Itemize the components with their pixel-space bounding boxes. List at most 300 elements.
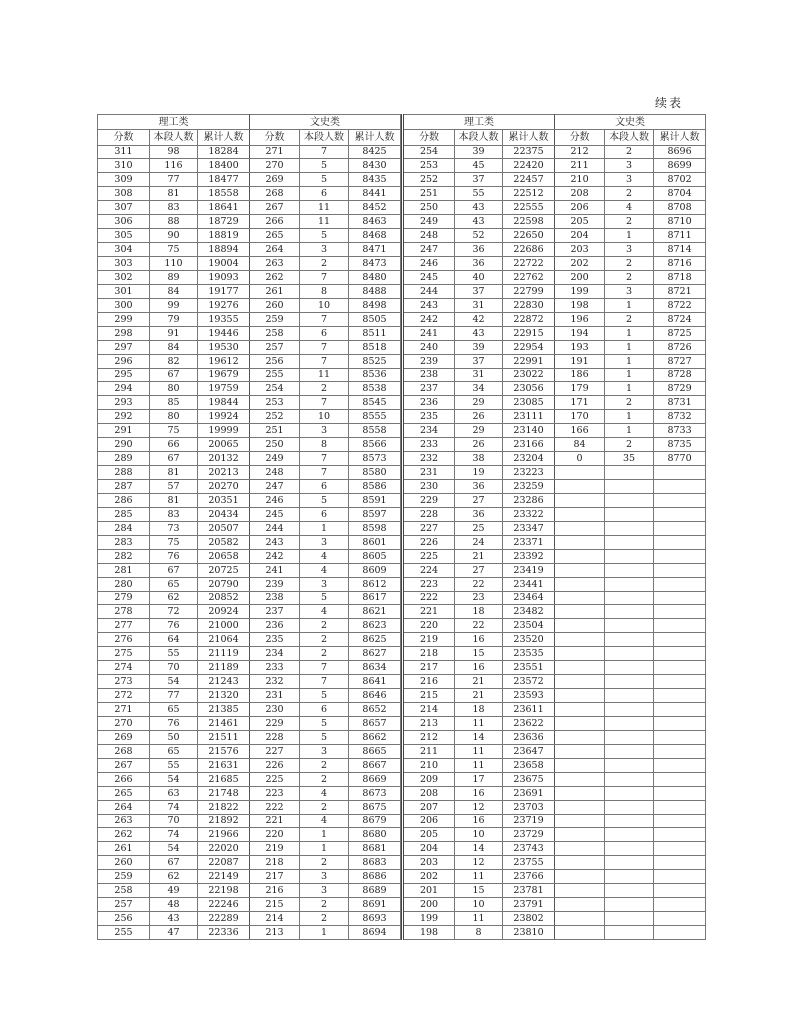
table-row	[403, 229, 706, 243]
table-cell: 65	[150, 703, 198, 717]
table-cell: 8430	[349, 159, 401, 173]
table-cell	[555, 856, 605, 870]
table-cell: 8699	[654, 159, 706, 173]
table-cell: 166	[555, 424, 605, 438]
table-cell	[605, 605, 654, 619]
table-cell: 232	[403, 452, 455, 466]
table-cell: 266	[250, 215, 300, 229]
column-header: 累计人数	[198, 130, 250, 146]
table-cell: 73	[150, 521, 198, 535]
table-cell: 82	[150, 354, 198, 368]
table-cell: 11	[455, 744, 503, 758]
table-cell: 55	[150, 758, 198, 772]
table-cell: 40	[455, 270, 503, 284]
table-cell	[605, 647, 654, 661]
table-cell: 8704	[654, 187, 706, 201]
right-table-body	[403, 145, 706, 940]
table-cell: 2	[605, 438, 654, 452]
table-cell: 23658	[503, 758, 555, 772]
table-cell: 34	[455, 382, 503, 396]
table-cell: 8725	[654, 326, 706, 340]
table-cell: 271	[250, 145, 300, 159]
table-row	[98, 535, 401, 549]
table-cell: 8	[455, 926, 503, 940]
table-cell: 42	[455, 312, 503, 326]
table-cell: 2	[605, 187, 654, 201]
table-row	[98, 730, 401, 744]
table-cell: 261	[98, 842, 150, 856]
table-cell: 5	[300, 591, 349, 605]
table-row	[403, 284, 706, 298]
table-cell	[605, 633, 654, 647]
table-row	[98, 870, 401, 884]
table-row	[98, 159, 401, 173]
table-row	[403, 758, 706, 772]
table-cell: 43	[150, 912, 198, 926]
table-row	[403, 340, 706, 354]
table-cell: 208	[555, 187, 605, 201]
table-cell: 296	[98, 354, 150, 368]
table-row	[403, 633, 706, 647]
table-cell	[555, 772, 605, 786]
table-cell: 8598	[349, 521, 401, 535]
table-row	[98, 675, 401, 689]
table-cell	[555, 619, 605, 633]
table-cell: 8735	[654, 438, 706, 452]
table-cell: 19999	[198, 424, 250, 438]
table-cell: 89	[150, 270, 198, 284]
table-cell: 19177	[198, 284, 250, 298]
table-cell: 7	[300, 466, 349, 480]
table-cell: 18284	[198, 145, 250, 159]
table-cell: 8710	[654, 215, 706, 229]
table-cell: 15	[455, 884, 503, 898]
table-cell: 1	[605, 229, 654, 243]
table-cell: 254	[250, 382, 300, 396]
table-cell: 2	[605, 312, 654, 326]
table-cell: 287	[98, 480, 150, 494]
table-cell: 8597	[349, 507, 401, 521]
table-cell: 74	[150, 828, 198, 842]
table-row	[98, 326, 401, 340]
table-cell: 242	[403, 312, 455, 326]
table-cell: 22915	[503, 326, 555, 340]
right-score-table	[401, 114, 706, 940]
table-cell: 17	[455, 772, 503, 786]
table-cell: 23691	[503, 786, 555, 800]
table-cell	[555, 744, 605, 758]
table-cell: 43	[455, 201, 503, 215]
table-cell: 259	[250, 312, 300, 326]
table-cell: 214	[403, 703, 455, 717]
table-cell: 66	[150, 438, 198, 452]
table-row	[403, 828, 706, 842]
table-cell: 37	[455, 354, 503, 368]
table-cell: 18477	[198, 173, 250, 187]
table-cell: 7	[300, 452, 349, 466]
table-cell: 8693	[349, 912, 401, 926]
table-cell: 77	[150, 173, 198, 187]
column-header: 分数	[403, 130, 455, 146]
table-cell: 19276	[198, 298, 250, 312]
table-cell: 8727	[654, 354, 706, 368]
table-cell	[555, 703, 605, 717]
table-cell: 2	[605, 270, 654, 284]
table-cell: 8621	[349, 605, 401, 619]
table-cell: 75	[150, 243, 198, 257]
table-cell: 20725	[198, 563, 250, 577]
table-cell: 202	[403, 870, 455, 884]
table-cell	[654, 856, 706, 870]
table-row	[98, 828, 401, 842]
table-cell: 293	[98, 396, 150, 410]
table-cell: 8538	[349, 382, 401, 396]
table-cell: 228	[403, 507, 455, 521]
table-cell: 19355	[198, 312, 250, 326]
table-cell: 266	[98, 772, 150, 786]
table-cell: 309	[98, 173, 150, 187]
table-cell	[555, 633, 605, 647]
table-cell	[654, 814, 706, 828]
table-row	[98, 270, 401, 284]
table-cell: 10	[455, 828, 503, 842]
table-cell: 11	[300, 201, 349, 215]
table-cell: 288	[98, 466, 150, 480]
table-cell: 3	[605, 173, 654, 187]
table-cell: 23703	[503, 800, 555, 814]
table-cell: 21385	[198, 703, 250, 717]
table-cell: 8679	[349, 814, 401, 828]
table-cell: 216	[403, 675, 455, 689]
table-cell: 38	[455, 452, 503, 466]
table-cell: 8714	[654, 243, 706, 257]
table-row	[403, 577, 706, 591]
table-cell: 253	[403, 159, 455, 173]
table-cell: 12	[455, 800, 503, 814]
table-row	[403, 563, 706, 577]
table-cell: 21822	[198, 800, 250, 814]
table-cell: 22555	[503, 201, 555, 215]
table-cell: 8	[300, 284, 349, 298]
column-header: 本段人数	[605, 130, 654, 146]
table-cell: 233	[403, 438, 455, 452]
table-cell: 306	[98, 215, 150, 229]
table-row	[98, 424, 401, 438]
table-cell	[555, 480, 605, 494]
table-cell: 217	[250, 870, 300, 884]
table-cell: 269	[250, 173, 300, 187]
table-cell: 18641	[198, 201, 250, 215]
table-cell: 22198	[198, 884, 250, 898]
table-cell: 2	[300, 382, 349, 396]
table-cell: 202	[555, 257, 605, 271]
table-row	[98, 368, 401, 382]
table-cell: 18819	[198, 229, 250, 243]
table-cell	[555, 549, 605, 563]
table-cell: 80	[150, 410, 198, 424]
table-cell	[654, 466, 706, 480]
table-cell: 8627	[349, 647, 401, 661]
table-cell: 239	[403, 354, 455, 368]
table-row	[98, 842, 401, 856]
table-cell: 43	[455, 326, 503, 340]
table-cell	[654, 535, 706, 549]
table-cell: 22149	[198, 870, 250, 884]
table-cell: 19924	[198, 410, 250, 424]
table-cell	[605, 842, 654, 856]
table-cell: 8609	[349, 563, 401, 577]
table-row	[98, 577, 401, 591]
table-cell: 305	[98, 229, 150, 243]
table-cell: 8711	[654, 229, 706, 243]
table-cell: 3	[300, 243, 349, 257]
table-cell: 222	[250, 800, 300, 814]
table-cell: 18	[455, 703, 503, 717]
table-cell	[555, 870, 605, 884]
table-row	[403, 243, 706, 257]
table-cell	[654, 716, 706, 730]
table-cell: 260	[98, 856, 150, 870]
table-cell: 217	[403, 661, 455, 675]
table-cell: 23056	[503, 382, 555, 396]
table-cell: 308	[98, 187, 150, 201]
table-cell: 19530	[198, 340, 250, 354]
table-cell: 8662	[349, 730, 401, 744]
table-cell: 2	[300, 898, 349, 912]
table-cell: 24	[455, 535, 503, 549]
table-row	[98, 466, 401, 480]
table-cell: 281	[98, 563, 150, 577]
table-cell: 21685	[198, 772, 250, 786]
table-row	[403, 800, 706, 814]
table-cell: 83	[150, 507, 198, 521]
table-row	[403, 647, 706, 661]
table-cell: 22289	[198, 912, 250, 926]
table-row	[403, 884, 706, 898]
table-cell: 23622	[503, 716, 555, 730]
table-cell	[605, 480, 654, 494]
table-cell: 249	[403, 215, 455, 229]
table-cell: 212	[555, 145, 605, 159]
table-cell: 3	[300, 870, 349, 884]
table-cell	[605, 898, 654, 912]
table-cell: 23166	[503, 438, 555, 452]
table-cell: 39	[455, 340, 503, 354]
table-row	[98, 201, 401, 215]
table-cell: 268	[98, 744, 150, 758]
table-cell: 36	[455, 507, 503, 521]
table-cell	[654, 633, 706, 647]
table-cell	[605, 535, 654, 549]
table-cell: 21189	[198, 661, 250, 675]
table-cell: 289	[98, 452, 150, 466]
table-cell	[605, 577, 654, 591]
table-cell: 23636	[503, 730, 555, 744]
table-cell: 23647	[503, 744, 555, 758]
table-row	[98, 438, 401, 452]
table-cell: 2	[605, 145, 654, 159]
table-cell: 219	[250, 842, 300, 856]
table-row	[403, 159, 706, 173]
table-cell: 84	[150, 340, 198, 354]
table-row	[98, 856, 401, 870]
table-cell	[605, 703, 654, 717]
table-cell: 200	[403, 898, 455, 912]
table-cell: 0	[555, 452, 605, 466]
table-cell: 14	[455, 842, 503, 856]
table-cell: 267	[250, 201, 300, 215]
table-cell: 8770	[654, 452, 706, 466]
table-cell: 4	[605, 201, 654, 215]
table-row	[403, 912, 706, 926]
table-cell: 8696	[654, 145, 706, 159]
table-cell: 272	[98, 689, 150, 703]
table-cell: 23802	[503, 912, 555, 926]
table-cell	[654, 884, 706, 898]
table-cell: 274	[98, 661, 150, 675]
table-cell: 204	[555, 229, 605, 243]
table-row	[403, 326, 706, 340]
table-cell: 49	[150, 884, 198, 898]
table-cell: 83	[150, 201, 198, 215]
table-cell	[605, 507, 654, 521]
table-cell: 25	[455, 521, 503, 535]
table-row	[98, 786, 401, 800]
table-row	[403, 619, 706, 633]
table-cell: 240	[403, 340, 455, 354]
table-row	[403, 145, 706, 159]
table-cell: 8480	[349, 270, 401, 284]
table-cell	[555, 577, 605, 591]
table-cell: 263	[98, 814, 150, 828]
table-cell: 19612	[198, 354, 250, 368]
table-cell: 4	[300, 549, 349, 563]
table-cell: 55	[150, 647, 198, 661]
table-cell	[555, 758, 605, 772]
table-cell: 270	[250, 159, 300, 173]
table-cell: 226	[250, 758, 300, 772]
table-cell: 22722	[503, 257, 555, 271]
table-cell: 8473	[349, 257, 401, 271]
table-cell: 2	[300, 257, 349, 271]
table-cell: 22512	[503, 187, 555, 201]
table-cell: 81	[150, 187, 198, 201]
table-cell	[654, 703, 706, 717]
table-cell: 7	[300, 145, 349, 159]
table-cell: 3	[300, 577, 349, 591]
table-cell: 23810	[503, 926, 555, 940]
table-cell: 254	[403, 145, 455, 159]
table-cell: 1	[300, 926, 349, 940]
table-cell: 31	[455, 298, 503, 312]
table-cell: 4	[300, 563, 349, 577]
table-cell: 2	[300, 647, 349, 661]
table-cell: 235	[403, 410, 455, 424]
table-cell	[605, 466, 654, 480]
table-cell: 6	[300, 507, 349, 521]
table-cell: 218	[250, 856, 300, 870]
table-cell: 23743	[503, 842, 555, 856]
table-cell: 20213	[198, 466, 250, 480]
table-row	[403, 870, 706, 884]
table-cell: 2	[300, 633, 349, 647]
table-cell: 21320	[198, 689, 250, 703]
table-cell: 235	[250, 633, 300, 647]
table-cell: 21	[455, 675, 503, 689]
table-cell: 21	[455, 549, 503, 563]
column-header: 本段人数	[455, 130, 503, 146]
table-cell: 205	[555, 215, 605, 229]
table-cell: 216	[250, 884, 300, 898]
table-cell	[654, 800, 706, 814]
table-cell: 239	[250, 577, 300, 591]
table-cell: 8612	[349, 577, 401, 591]
table-row	[98, 298, 401, 312]
table-cell: 75	[150, 535, 198, 549]
table-cell: 23204	[503, 452, 555, 466]
table-cell: 246	[403, 257, 455, 271]
table-cell: 65	[150, 744, 198, 758]
table-cell: 67	[150, 452, 198, 466]
table-cell: 63	[150, 786, 198, 800]
table-cell: 7	[300, 661, 349, 675]
table-cell: 193	[555, 340, 605, 354]
table-cell: 23611	[503, 703, 555, 717]
table-cell: 273	[98, 675, 150, 689]
table-cell: 22375	[503, 145, 555, 159]
table-cell: 248	[403, 229, 455, 243]
table-cell: 11	[300, 368, 349, 382]
table-cell: 245	[250, 507, 300, 521]
table-row	[403, 591, 706, 605]
table-cell	[605, 856, 654, 870]
table-cell: 215	[250, 898, 300, 912]
table-row	[98, 926, 401, 940]
table-cell: 8724	[654, 312, 706, 326]
table-cell: 76	[150, 549, 198, 563]
table-cell: 20270	[198, 480, 250, 494]
table-cell	[605, 730, 654, 744]
table-cell: 257	[98, 898, 150, 912]
table-row	[98, 521, 401, 535]
table-cell: 23419	[503, 563, 555, 577]
left-table-body	[98, 145, 401, 940]
table-row	[403, 730, 706, 744]
table-cell: 10	[300, 298, 349, 312]
table-cell: 8586	[349, 480, 401, 494]
table-cell	[555, 535, 605, 549]
table-row	[98, 396, 401, 410]
table-cell	[605, 716, 654, 730]
table-cell	[555, 507, 605, 521]
table-cell	[654, 870, 706, 884]
table-row	[98, 898, 401, 912]
table-cell: 6	[300, 326, 349, 340]
table-cell: 261	[250, 284, 300, 298]
table-cell: 270	[98, 716, 150, 730]
table-cell	[654, 912, 706, 926]
table-cell: 8525	[349, 354, 401, 368]
table-cell: 199	[555, 284, 605, 298]
table-cell: 26	[455, 410, 503, 424]
table-cell: 279	[98, 591, 150, 605]
table-cell	[555, 647, 605, 661]
table-cell: 246	[250, 493, 300, 507]
table-cell: 21576	[198, 744, 250, 758]
table-cell: 84	[150, 284, 198, 298]
table-cell: 286	[98, 493, 150, 507]
table-row	[98, 452, 401, 466]
